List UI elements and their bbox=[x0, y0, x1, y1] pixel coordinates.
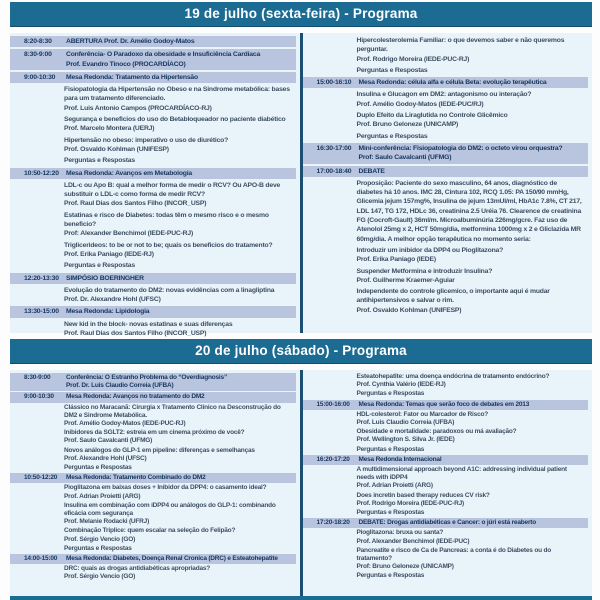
qa-label: Perguntas e Respostas bbox=[64, 544, 132, 552]
speaker: Prof. Amélio Godoy-Matos (IEDE-PUC-RJ) bbox=[64, 420, 186, 428]
talk-title: HDL-colesterol: Fator ou Marcador de Risco? bbox=[356, 410, 489, 418]
speaker: Prof. Luis Antonio Campos (PROCARDÍACO-RJ) bbox=[64, 104, 212, 112]
talk bbox=[64, 241, 292, 260]
speaker: Prof: Bruno Geloneze (UNICAMP) bbox=[356, 563, 454, 571]
session-row bbox=[10, 392, 296, 402]
session-title: Mesa Redonda: Tratamento da Hipertensão bbox=[66, 73, 198, 81]
talk-title: Hipercolesterolemia Familiar: o que devemos saber e não queremos perguntar. bbox=[356, 37, 565, 54]
session-row bbox=[10, 168, 296, 179]
session-row bbox=[303, 166, 589, 177]
time-slot: 10:50-12:20 bbox=[24, 474, 58, 482]
time-slot: 16:20-17:20 bbox=[316, 455, 350, 463]
session-title: Mini-conferência: Fisiopatologia do DM2: o octeto virou orquestra? bbox=[358, 144, 563, 152]
speaker: Prof. Amélio Godoy-Matos (IEDE-PUC/RJ) bbox=[356, 100, 484, 108]
time-slot: 8:30-9:00 bbox=[24, 51, 52, 59]
time-slot: 15:00-16:10 bbox=[316, 79, 352, 87]
talk-title: DRC: quais as drogas antidiabéticas apropriadas? bbox=[64, 565, 211, 573]
session-title-block bbox=[66, 73, 292, 82]
talk-title: Hipertensão no obeso: imperativo o uso de diurético? bbox=[64, 136, 229, 144]
qa-label: Perguntas e Respostas bbox=[356, 572, 425, 580]
talk-title: New kid in the block- novas estatinas e suas diferenças bbox=[64, 320, 233, 328]
session-title: ABERTURA Prof. Dr. Amélio Godoy-Matos bbox=[66, 38, 195, 45]
column bbox=[303, 370, 593, 596]
speaker: Prof. Osvaldo Kohlman (UNIFESP) bbox=[64, 145, 169, 153]
qa-label: Perguntas e Respostas bbox=[64, 157, 135, 165]
talk bbox=[64, 136, 292, 155]
speaker: Prof. Marcelo Montera (UERJ) bbox=[64, 125, 155, 133]
talk-title: Clássico no Maracanã: Cirurgia x Tratamento Clínico na Desconstrução do DM2 e Sindrome Metabólica. bbox=[64, 403, 281, 419]
talk bbox=[64, 429, 292, 445]
talk-title: Pioglitazona em baixas doses + Inibidor da DPP4: o casamento ideal? bbox=[64, 484, 267, 492]
talk bbox=[357, 179, 585, 244]
session-title-block bbox=[359, 144, 585, 163]
talk-title: Segurança e beneficios do uso do Betabloqueador no paciente diabético bbox=[64, 116, 286, 124]
talk bbox=[357, 267, 585, 286]
column bbox=[10, 33, 300, 338]
talk bbox=[357, 111, 585, 130]
qa-label: Perguntas e Respostas bbox=[356, 509, 425, 517]
talk bbox=[357, 411, 585, 427]
talk bbox=[357, 90, 585, 109]
session-title: Conferência- O Paradoxo da obesidade e Insuficiência Cardiaca bbox=[66, 51, 261, 59]
talk-title: Evolução do tratamento do DM2: novas evidências com a linagliptina bbox=[64, 286, 275, 294]
time-slot: 15:00-16:00 bbox=[316, 400, 350, 408]
talk-title: Novos análogos do GLP-1 em pipeline: diferenças e semelhanças bbox=[64, 446, 255, 454]
talk-title: Duplo Efeito da Liraglutida no Controle Glicêmico bbox=[356, 112, 508, 120]
talk bbox=[64, 85, 292, 113]
session-title-block bbox=[66, 555, 292, 563]
talk bbox=[64, 404, 292, 429]
time-slot: 8:20-8:30 bbox=[24, 38, 52, 45]
talk bbox=[357, 529, 585, 545]
talk-title: Suspender Metformina e introduzir Insulina? bbox=[356, 267, 493, 275]
talk-title: Triglicerideos: to be or not to be; quais os beneficios do tratamento? bbox=[64, 241, 273, 249]
session-row bbox=[303, 143, 589, 164]
session-title: Mesa Redonda: Avanços no tratamento do DM2 bbox=[66, 393, 205, 401]
session-row bbox=[303, 455, 589, 465]
session-speaker: Prof. Dr. Luis Claudio Correia (UFBA) bbox=[66, 382, 174, 390]
session-title-block bbox=[66, 274, 292, 283]
time-slot: 8:30-9:00 bbox=[24, 374, 51, 381]
time-slot: 16:30-17:00 bbox=[316, 144, 352, 152]
talk bbox=[64, 286, 292, 305]
session-title: Mesa Redonda: Lipidologia bbox=[66, 308, 150, 316]
time-slot: 12:20-13:30 bbox=[24, 274, 59, 282]
talk bbox=[64, 484, 292, 500]
talk bbox=[64, 565, 292, 581]
time-slot: 14:00-15:00 bbox=[24, 555, 58, 563]
time-slot: 17:00-18:40 bbox=[316, 167, 352, 175]
qa-label: Perguntas e Respostas bbox=[356, 132, 428, 140]
session-title: Mesa Redonda: Temas que serão foco de debates em 2013 bbox=[358, 400, 530, 408]
session-title-block bbox=[359, 167, 585, 176]
qa-label: Perguntas e Respostas bbox=[356, 390, 425, 398]
talk bbox=[64, 181, 292, 209]
session-title-block bbox=[66, 393, 292, 401]
speaker: Prof. Wellington S. Silva Jr. (IEDE) bbox=[356, 436, 455, 444]
talk bbox=[357, 36, 585, 64]
speaker: Prof. Rodrigo Moreira (IEDE-PUC-RJ) bbox=[356, 55, 470, 63]
session-title: Mesa Redonda: Tratamento Combinado do DM2 bbox=[66, 474, 206, 482]
speaker: Prof. Erika Paniago (IEDE-RJ) bbox=[64, 250, 154, 258]
talk-title: Insulina e Glucagon em DM2: antagonismo ou interação? bbox=[356, 91, 532, 99]
session-row bbox=[10, 36, 296, 47]
section-body-day2 bbox=[10, 370, 592, 600]
session-title: DEBATE: Drogas antidiabéticas e Cancer: o júri está reaberto bbox=[358, 519, 537, 527]
speaker: Prof. Alexandre Hohl (UFSC) bbox=[64, 454, 147, 462]
talk bbox=[64, 115, 292, 134]
talk bbox=[357, 246, 585, 265]
session-title: Mesa Redonda Internacional bbox=[358, 455, 442, 463]
session-row bbox=[10, 373, 296, 391]
speaker: Prof. Melanie Rodacki (UFRJ) bbox=[64, 518, 150, 526]
talk-title: Estatinas e risco de Diabetes: todas têm o mesmo risco e o mesmo beneficio? bbox=[64, 211, 269, 229]
session-title-block bbox=[66, 37, 292, 46]
session-title: Mesa Redonda: Avanços em Metabologia bbox=[66, 169, 192, 177]
talk-title: Proposição: Paciente do sexo masculino, 64 anos, diagnóstico de diabetes há 10 anos. IMC 28, Cintura 102, RCQ 1.05: PA 150/90 mmHg, Glicemia jejum 157mg%, Insulina de jejum 13mUI/ml, HbA1c 7.8%, CT 217, LDL 147, TG 172, HDLc 36, creatinina 2.5 Uréia 76. Clearence de creatinina FG (Cocroft-Gault) 36ml/m. Microalbuminúria 226mg/gcre. Faz uso de Atenolol 25mg x 2, HCT 50mg/dia, metformina 1000mg x 2 e Gliclazida MR 60mg/dia. A melhor opção terapêutica no momento seria: bbox=[356, 179, 582, 243]
speaker: Prof. Bruno Geloneze (UNICAMP) bbox=[356, 121, 459, 129]
session-title: Mesa Redonda: célula alfa e célula Beta: evolução terapêutica bbox=[358, 79, 547, 87]
speaker: Prof. Guilherme Kraemer-Aguiar bbox=[356, 276, 455, 284]
qa-label: Perguntas e Respostas bbox=[64, 464, 132, 472]
talk-title: Esteatohepatite: uma doença endócrina de tratamento endócrino? bbox=[356, 373, 550, 380]
qa-label: Perguntas e Respostas bbox=[356, 445, 425, 453]
talk-title: Independente do controle glicemico, o importante aqui é mudar antihipertensivos e salvar o rim. bbox=[356, 288, 550, 305]
time-slot: 17:20-18:20 bbox=[316, 519, 350, 527]
session-row bbox=[10, 554, 296, 564]
talk bbox=[357, 287, 585, 315]
speaker: Prof. Raul Dias dos Santos Filho (INCOR_USP) bbox=[64, 200, 207, 208]
section-header-day1: 19 de julho (sexta-feira) - Programa bbox=[10, 2, 592, 27]
session-title: DEBATE bbox=[358, 167, 385, 175]
talk bbox=[64, 502, 292, 527]
talk-title: Fisiopatologia da Hipertensão no Obeso e na Sindrome metabólica: bases para um tratamento diferenciado. bbox=[64, 86, 290, 103]
session-title-block bbox=[66, 374, 292, 390]
session-row bbox=[10, 72, 296, 83]
talk-title: Obesidade e mortalidade: paradoxos ou má avaliação? bbox=[356, 428, 517, 436]
session-row bbox=[10, 473, 296, 483]
talk bbox=[64, 211, 292, 239]
speaker: Prof. Cynthia Valério (IEDE-RJ) bbox=[356, 381, 446, 389]
talk-title: LDL-c ou Apo B: qual a melhor forma de medir o RCV? Ou APO-B deve substituir o LDL-c como forma de medir RCV? bbox=[64, 181, 281, 199]
session-row bbox=[303, 77, 589, 88]
session-title-block bbox=[66, 169, 292, 178]
section-body-day1 bbox=[10, 33, 592, 338]
speaker: Prof. Sérgio Vencio (GO) bbox=[64, 535, 136, 543]
session-title-block bbox=[359, 401, 585, 409]
talk bbox=[357, 428, 585, 444]
time-slot: 10:50-12:20 bbox=[24, 169, 59, 177]
session-title-block bbox=[359, 519, 585, 527]
time-slot: 9:00-10:30 bbox=[24, 73, 56, 81]
session-title-block bbox=[359, 78, 585, 87]
speaker: Prof. Rodrigo Moreira (IEDE-PUC-RJ) bbox=[356, 499, 464, 507]
speaker: Prof. Erika Paniago (IEDE) bbox=[356, 256, 436, 264]
speaker: Prof. Adrian Proietti (ARG) bbox=[356, 482, 433, 490]
session-row bbox=[10, 49, 296, 70]
talk bbox=[357, 466, 585, 491]
column bbox=[10, 370, 300, 596]
qa-label: Perguntas e Respostas bbox=[356, 66, 428, 74]
qa-label: Perguntas e Respostas bbox=[64, 262, 135, 270]
session-row bbox=[303, 400, 589, 410]
speaker: Prof. Dr. Alexandre Hohl (UFSC) bbox=[64, 296, 161, 304]
speaker: Prof. Sérgio Vencio (GO) bbox=[64, 573, 136, 581]
session-speaker: Prof: Saulo Cavalcanti (UFMG) bbox=[358, 154, 452, 162]
time-slot: 9:00-10:30 bbox=[24, 393, 54, 401]
talk-title: Does incretin based therapy reduces CV risk? bbox=[356, 491, 490, 499]
session-row bbox=[10, 273, 296, 284]
session-title-block bbox=[359, 456, 585, 464]
session-title-block bbox=[66, 474, 292, 482]
speaker: Prof. Osvaldo Kohlman (UNIFESP) bbox=[356, 306, 462, 314]
session-title: SIMPÓSIO BOERINGHER bbox=[66, 274, 144, 282]
talk bbox=[357, 547, 585, 572]
session-row bbox=[303, 518, 589, 528]
talk bbox=[64, 320, 292, 339]
speaker: Prof. Alexander Benchimol (IEDE-PUC) bbox=[356, 537, 470, 545]
talk-title: Pancreatite e risco de Ca de Pancreas: a conta é do Diabetes ou do tratamento? bbox=[356, 546, 552, 563]
session-title: Mesa Redonda: Diabetes, Doença Renal Cronica (DRC) e Esteatohepatite bbox=[66, 555, 278, 563]
speaker: Prof. Luis Claudio Correia (UFBA) bbox=[356, 419, 455, 427]
session-row bbox=[10, 306, 296, 317]
talk bbox=[64, 447, 292, 463]
talk-title: Pioglitazona: bruxa ou santa? bbox=[356, 529, 444, 537]
talk-title: A multidimensional approach beyond A1C: addressing individual patient needs with iDPP4 bbox=[356, 466, 567, 482]
time-slot: 13:30-15:00 bbox=[24, 308, 59, 316]
talk bbox=[357, 492, 585, 508]
speaker: Prof. Raul Dias dos Santos Filho (INCOR_USP) bbox=[64, 330, 207, 338]
talk bbox=[357, 373, 585, 389]
talk-title: Introduzir um inibidor da DPP4 ou Pioglitazona? bbox=[356, 246, 504, 254]
talk-title: Combinação Triplice: quem escalar na seleção do Felipão? bbox=[64, 527, 236, 535]
speaker: Prof. Adrian Proietti (ARG) bbox=[64, 492, 141, 500]
column bbox=[303, 33, 593, 333]
session-speaker: Prof. Evandro Tinoco (PROCARDÍACO) bbox=[66, 60, 186, 68]
session-title-block bbox=[66, 50, 292, 69]
talk bbox=[64, 527, 292, 543]
session-title: Conferência: O Estranho Problema do “Overdiagnosis” bbox=[66, 374, 228, 381]
session-title-block bbox=[66, 307, 292, 316]
speaker: Prof. Saulo Cavalcanti (UFMG) bbox=[64, 437, 153, 445]
talk-title: Inibidores da SGLT2: estreia em um cinema próximo de você? bbox=[64, 429, 245, 437]
section-header-day2: 20 de julho (sábado) - Programa bbox=[10, 339, 592, 364]
speaker: Prof: Alexander Benchimol (IEDE-PUC-RJ) bbox=[64, 230, 194, 238]
talk-title: Insulina em combinação com iDPP4 ou análogos do GLP-1: combinando eficácia com segurança bbox=[64, 501, 276, 518]
